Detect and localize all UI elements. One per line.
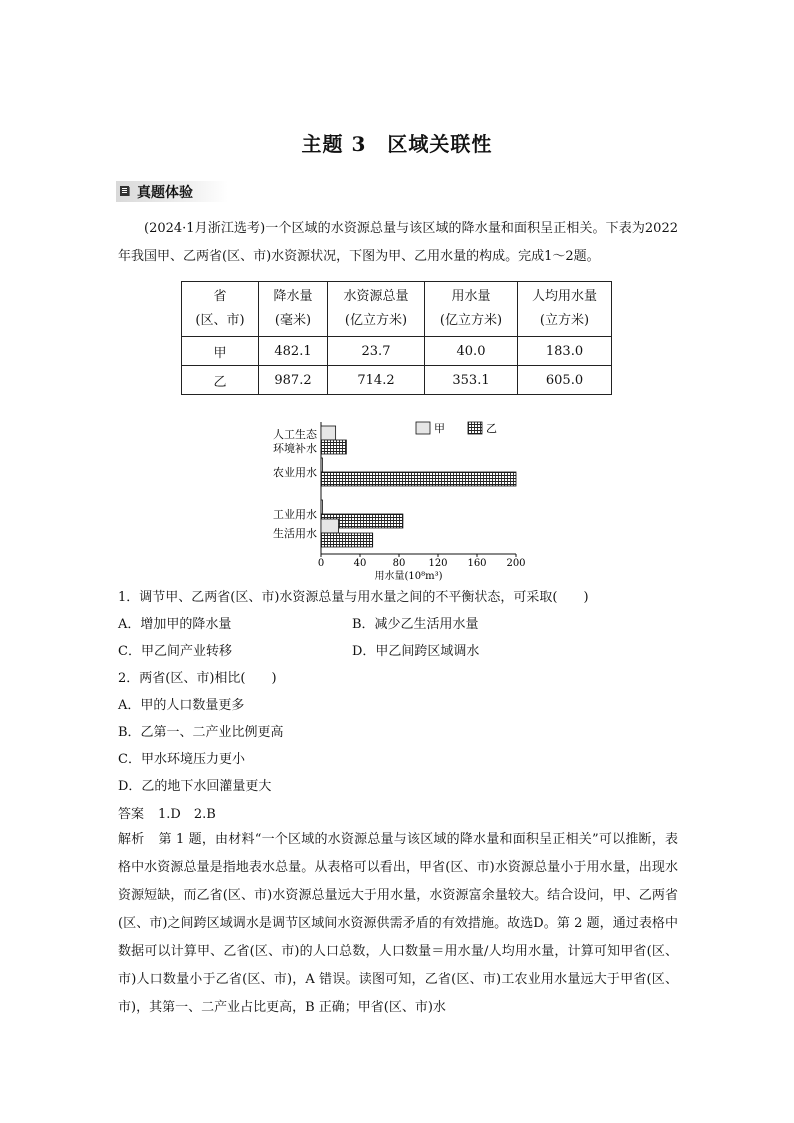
explanation-label: 解析 <box>118 832 145 847</box>
bar-yi <box>321 533 373 547</box>
table-row <box>182 337 612 366</box>
header-cell: 降水量 (毫米) <box>259 282 328 337</box>
bar-jia <box>321 458 323 472</box>
legend-label-jia: 甲 <box>434 422 445 435</box>
table-cell: 714.2 <box>328 366 425 395</box>
legend-label-yi: 乙 <box>486 422 497 435</box>
explanation-text: 第 1 题，由材料“一个区域的水资源总量与该区域的降水量和面积呈正相关”可以推断，表格中水资源总量是指地表水总量。从表格可以看出，甲省(区、市)水资源总量小于用水量，出现水资源短缺，而乙省(区、市)水资源总量远大于用水量，水资源富余量较大。结合设问，甲、乙两省(区、市)之间跨区域调水是调节区域间水资源供需矛盾的有效措施。故选D。第 2 题，通过表格中数据可以计算甲、乙省(区、市)的人口总数，人口数量＝用水量/人均用水量，计算可知甲省(区、市)人口数量小于乙省(区、市)，A 错误。读图可知，乙省(区、市)工农业用水量远大于甲省(区、市)，其第一、二产业占比更高，B 正确；甲省(区、市)水 <box>118 832 678 1015</box>
table-header-row <box>182 282 612 337</box>
table-cell: 987.2 <box>259 366 328 395</box>
header-cell: 用水量 (亿立方米) <box>425 282 518 337</box>
legend-swatch-yi <box>468 422 482 434</box>
question-2-option-b: B．乙第一、二产业比例更高 <box>118 725 284 740</box>
table-cell: 40.0 <box>425 337 518 366</box>
section-header <box>116 181 228 202</box>
table-row <box>182 366 612 395</box>
bar-yi <box>321 472 516 486</box>
category-label: 人工生态 <box>273 428 317 441</box>
question-2-option-a: A．甲的人口数量更多 <box>118 698 245 713</box>
answer-line <box>118 803 230 822</box>
section-title: 真题体验 <box>137 185 193 201</box>
bar-jia <box>321 500 323 514</box>
question-2-stem: 2．两省(区、市)相比( ) <box>118 671 277 686</box>
table-cell: 183.0 <box>518 337 612 366</box>
x-tick-label: 120 <box>428 558 448 569</box>
question-2-option-c: C．甲水环境压力更小 <box>118 752 245 767</box>
x-tick-label: 80 <box>392 558 406 569</box>
question-1-stem: 1．调节甲、乙两省(区、市)水资源总量与用水量之间的不平衡状态，可采取( ) <box>118 590 589 605</box>
answer-label: 答案 <box>118 807 145 822</box>
table-cell: 482.1 <box>259 337 328 366</box>
x-tick-label: 160 <box>467 558 487 569</box>
answer-value: 1.D 2.B <box>158 807 216 822</box>
table-cell: 23.7 <box>328 337 425 366</box>
x-tick-label: 40 <box>353 558 367 569</box>
legend-swatch-jia <box>416 422 430 434</box>
table-cell: 乙 <box>182 366 259 395</box>
question-2-option-d: D．乙的地下水回灌量更大 <box>118 779 272 794</box>
question-1-option-c: C．甲乙间产业转移 <box>118 644 232 659</box>
explanation-paragraph <box>118 826 678 1022</box>
x-tick-label: 0 <box>317 558 325 569</box>
header-cell: 水资源总量 (亿立方米) <box>328 282 425 337</box>
water-use-chart <box>258 418 540 584</box>
x-axis-label: 用水量(10⁸m³) <box>374 571 443 582</box>
bar-jia <box>321 426 336 440</box>
bar-yi <box>321 440 346 454</box>
table-cell: 605.0 <box>518 366 612 395</box>
x-tick-label: 200 <box>506 558 526 569</box>
question-1-option-a: A．增加甲的降水量 <box>118 617 232 632</box>
table-cell: 甲 <box>182 337 259 366</box>
intro-paragraph: (2024·1月浙江选考)一个区域的水资源总量与该区域的降水量和面积呈正相关。下表为2022年我国甲、乙两省(区、市)水资源状况，下图为甲、乙用水量的构成。完成1～2题。 <box>118 221 678 264</box>
question-1-option-d: D．甲乙间跨区域调水 <box>352 644 480 659</box>
table-cell: 353.1 <box>425 366 518 395</box>
category-label: 农业用水 <box>273 466 317 479</box>
page-title: 主题 3 区域关联性 <box>301 132 493 156</box>
water-resources-table <box>181 281 612 395</box>
question-1-option-b: B．减少乙生活用水量 <box>352 617 479 632</box>
category-label: 工业用水 <box>273 508 317 521</box>
book-icon <box>119 185 131 197</box>
category-label: 生活用水 <box>273 527 317 540</box>
category-label: 环境补水 <box>273 442 317 455</box>
header-cell: 人均用水量 (立方米) <box>518 282 612 337</box>
bar-jia <box>321 519 339 533</box>
header-cell: 省 (区、市) <box>182 282 259 337</box>
